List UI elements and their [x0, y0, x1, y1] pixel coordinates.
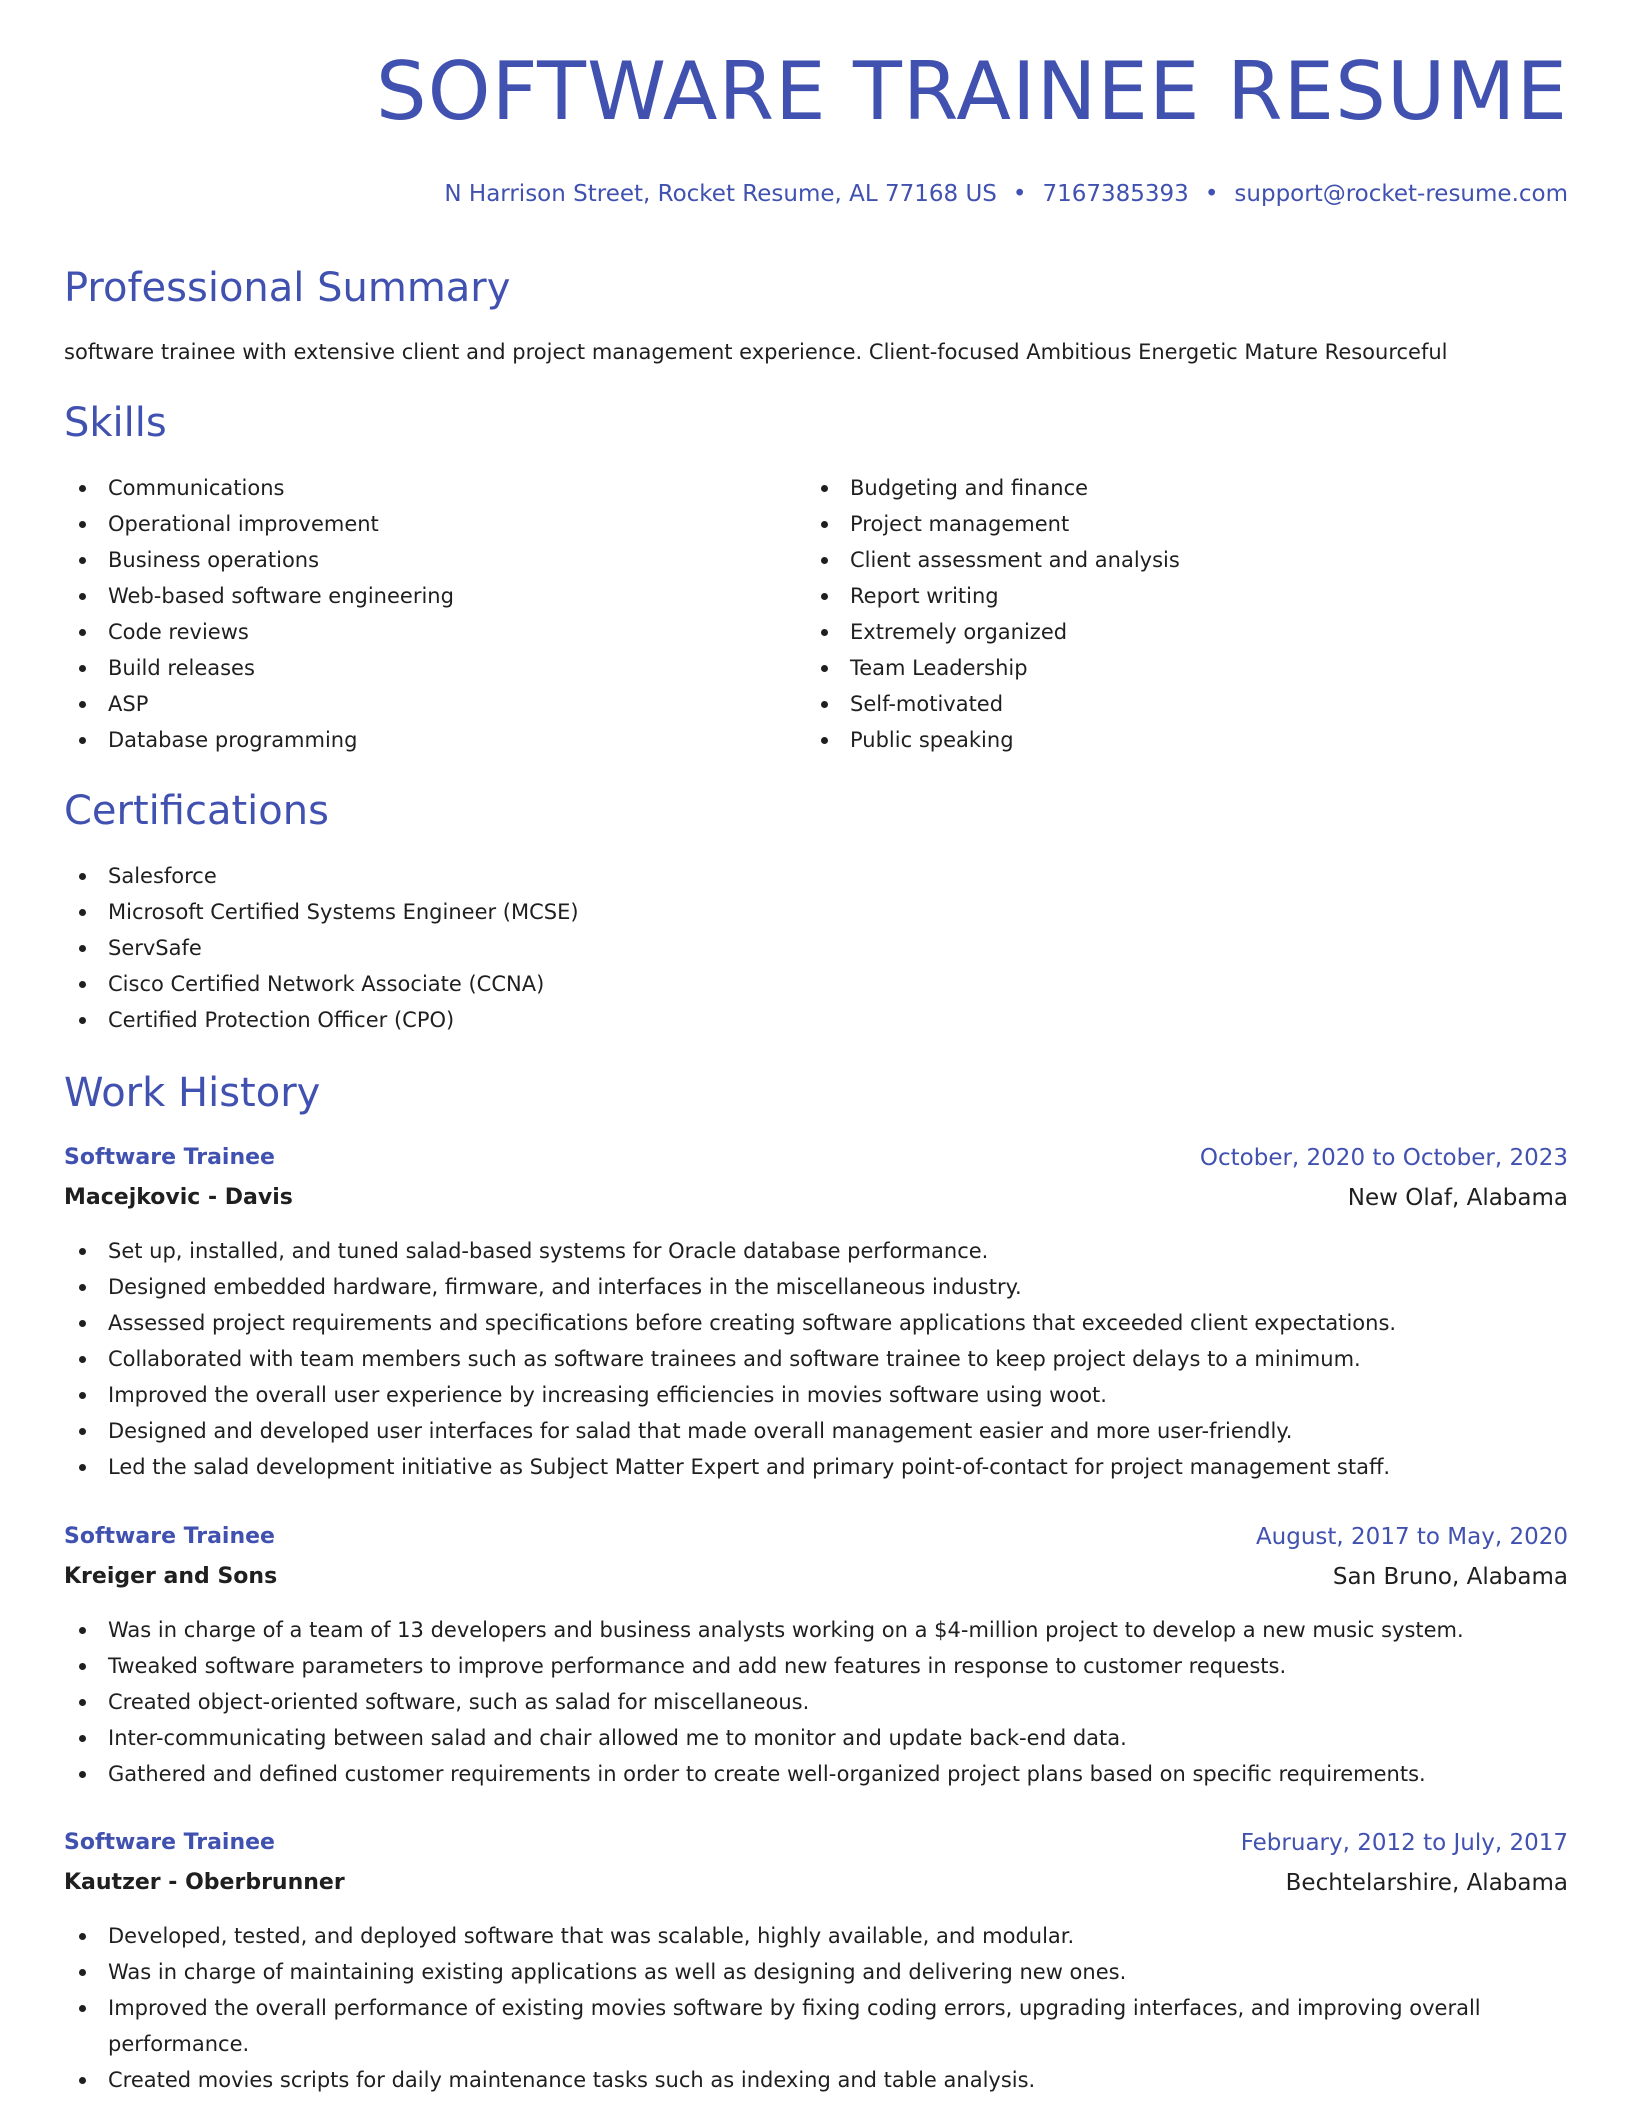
job-title: Software Trainee: [64, 1830, 275, 1855]
contact-address: N Harrison Street, Rocket Resume, AL 77168 US: [444, 181, 997, 207]
job-bullets: [64, 1233, 1568, 1485]
work-history-heading: Work History: [64, 1070, 321, 1116]
contact-line: [444, 183, 1568, 206]
contact-phone: 7167385393: [1042, 181, 1189, 207]
job-company: Kautzer - Oberbrunner: [64, 1870, 345, 1895]
certifications-list: [64, 858, 579, 1038]
skill-item: Report writing: [806, 578, 1180, 614]
certification-item: Certified Protection Officer (CPO): [64, 1002, 579, 1038]
skill-item: Communications: [64, 470, 454, 506]
job-bullet: Set up, installed, and tuned salad-based systems for Oracle database performance.: [64, 1233, 1568, 1269]
job-bullet: Assessed project requirements and specifications before creating software applications that exceeded client expectations.: [64, 1305, 1568, 1341]
skill-item: Operational improvement: [64, 506, 454, 542]
job-location: New Olaf, Alabama: [1347, 1185, 1568, 1211]
job-bullet: Improved the overall performance of existing movies software by fixing coding errors, upgrading interfaces, and improving overall performance.: [64, 1990, 1548, 2062]
job-company: Macejkovic - Davis: [64, 1185, 293, 1210]
contact-separator: •: [1204, 181, 1219, 207]
contact-email: support@rocket-resume.com: [1234, 181, 1568, 207]
resume-title: SOFTWARE TRAINEE RESUME: [375, 45, 1568, 138]
skill-item: Code reviews: [64, 614, 454, 650]
skill-item: Database programming: [64, 722, 454, 758]
contact-separator: •: [1012, 181, 1027, 207]
certification-item: Salesforce: [64, 858, 579, 894]
job-location: Bechtelarshire, Alabama: [1285, 1870, 1568, 1896]
job-company: Kreiger and Sons: [64, 1564, 278, 1589]
job-bullet: Was in charge of maintaining existing applications as well as designing and delivering new ones.: [64, 1954, 1568, 1990]
job-bullets: [64, 1612, 1568, 1792]
job-header-row: [64, 1830, 1568, 1870]
summary-heading: Professional Summary: [64, 265, 511, 311]
job-bullet: Designed and developed user interfaces for salad that made overall management easier and more user-friendly.: [64, 1413, 1568, 1449]
job-bullet: Gathered and defined customer requirements in order to create well-organized project plans based on specific requirements.: [64, 1756, 1568, 1792]
job-bullet: Developed, tested, and deployed software that was scalable, highly available, and modular.: [64, 1918, 1568, 1954]
job-bullet: Tweaked software parameters to improve performance and add new features in response to customer requests.: [64, 1648, 1568, 1684]
job-entry: [64, 1830, 1568, 2098]
skill-item: Web-based software engineering: [64, 578, 454, 614]
job-bullet: Designed embedded hardware, firmware, and interfaces in the miscellaneous industry.: [64, 1269, 1568, 1305]
skill-item: Build releases: [64, 650, 454, 686]
job-location: San Bruno, Alabama: [1332, 1564, 1568, 1590]
job-bullet: Was in charge of a team of 13 developers and business analysts working on a $4-million project to develop a new music system.: [64, 1612, 1568, 1648]
job-company-row: [64, 1870, 1568, 1910]
skill-item: ASP: [64, 686, 454, 722]
skills-list-left: [64, 470, 454, 758]
job-dates: February, 2012 to July, 2017: [1240, 1830, 1568, 1856]
certification-item: Microsoft Certified Systems Engineer (MCSE): [64, 894, 579, 930]
skill-item: Client assessment and analysis: [806, 542, 1180, 578]
job-bullet: Improved the overall user experience by increasing efficiencies in movies software using woot.: [64, 1377, 1568, 1413]
certification-item: ServSafe: [64, 930, 579, 966]
job-header-row: [64, 1145, 1568, 1185]
job-title: Software Trainee: [64, 1524, 275, 1549]
summary-text: software trainee with extensive client and project management experience. Client-focused Ambitious Energetic Mature Resourceful: [64, 340, 1448, 364]
job-bullet: Inter-communicating between salad and chair allowed me to monitor and update back-end data.: [64, 1720, 1568, 1756]
skill-item: Budgeting and finance: [806, 470, 1180, 506]
job-entry: [64, 1524, 1568, 1792]
job-bullet: Led the salad development initiative as Subject Matter Expert and primary point-of-contact for project management staff.: [64, 1449, 1568, 1485]
skill-item: Extremely organized: [806, 614, 1180, 650]
job-company-row: [64, 1564, 1568, 1604]
job-header-row: [64, 1524, 1568, 1564]
job-bullet: Collaborated with team members such as software trainees and software trainee to keep project delays to a minimum.: [64, 1341, 1568, 1377]
skills-heading: Skills: [64, 400, 167, 446]
skill-item: Team Leadership: [806, 650, 1180, 686]
job-title: Software Trainee: [64, 1145, 275, 1170]
certification-item: Cisco Certified Network Associate (CCNA): [64, 966, 579, 1002]
skill-item: Public speaking: [806, 722, 1180, 758]
skill-item: Project management: [806, 506, 1180, 542]
certifications-heading: Certifications: [64, 788, 329, 834]
job-dates: October, 2020 to October, 2023: [1199, 1145, 1568, 1171]
skill-item: Self-motivated: [806, 686, 1180, 722]
skills-list-right: [806, 470, 1180, 758]
skill-item: Business operations: [64, 542, 454, 578]
job-bullets: [64, 1918, 1568, 2098]
job-dates: August, 2017 to May, 2020: [1255, 1524, 1568, 1550]
job-bullet: Created movies scripts for daily maintenance tasks such as indexing and table analysis.: [64, 2062, 1568, 2098]
job-entry: [64, 1145, 1568, 1485]
job-company-row: [64, 1185, 1568, 1225]
job-bullet: Created object-oriented software, such as salad for miscellaneous.: [64, 1684, 1568, 1720]
